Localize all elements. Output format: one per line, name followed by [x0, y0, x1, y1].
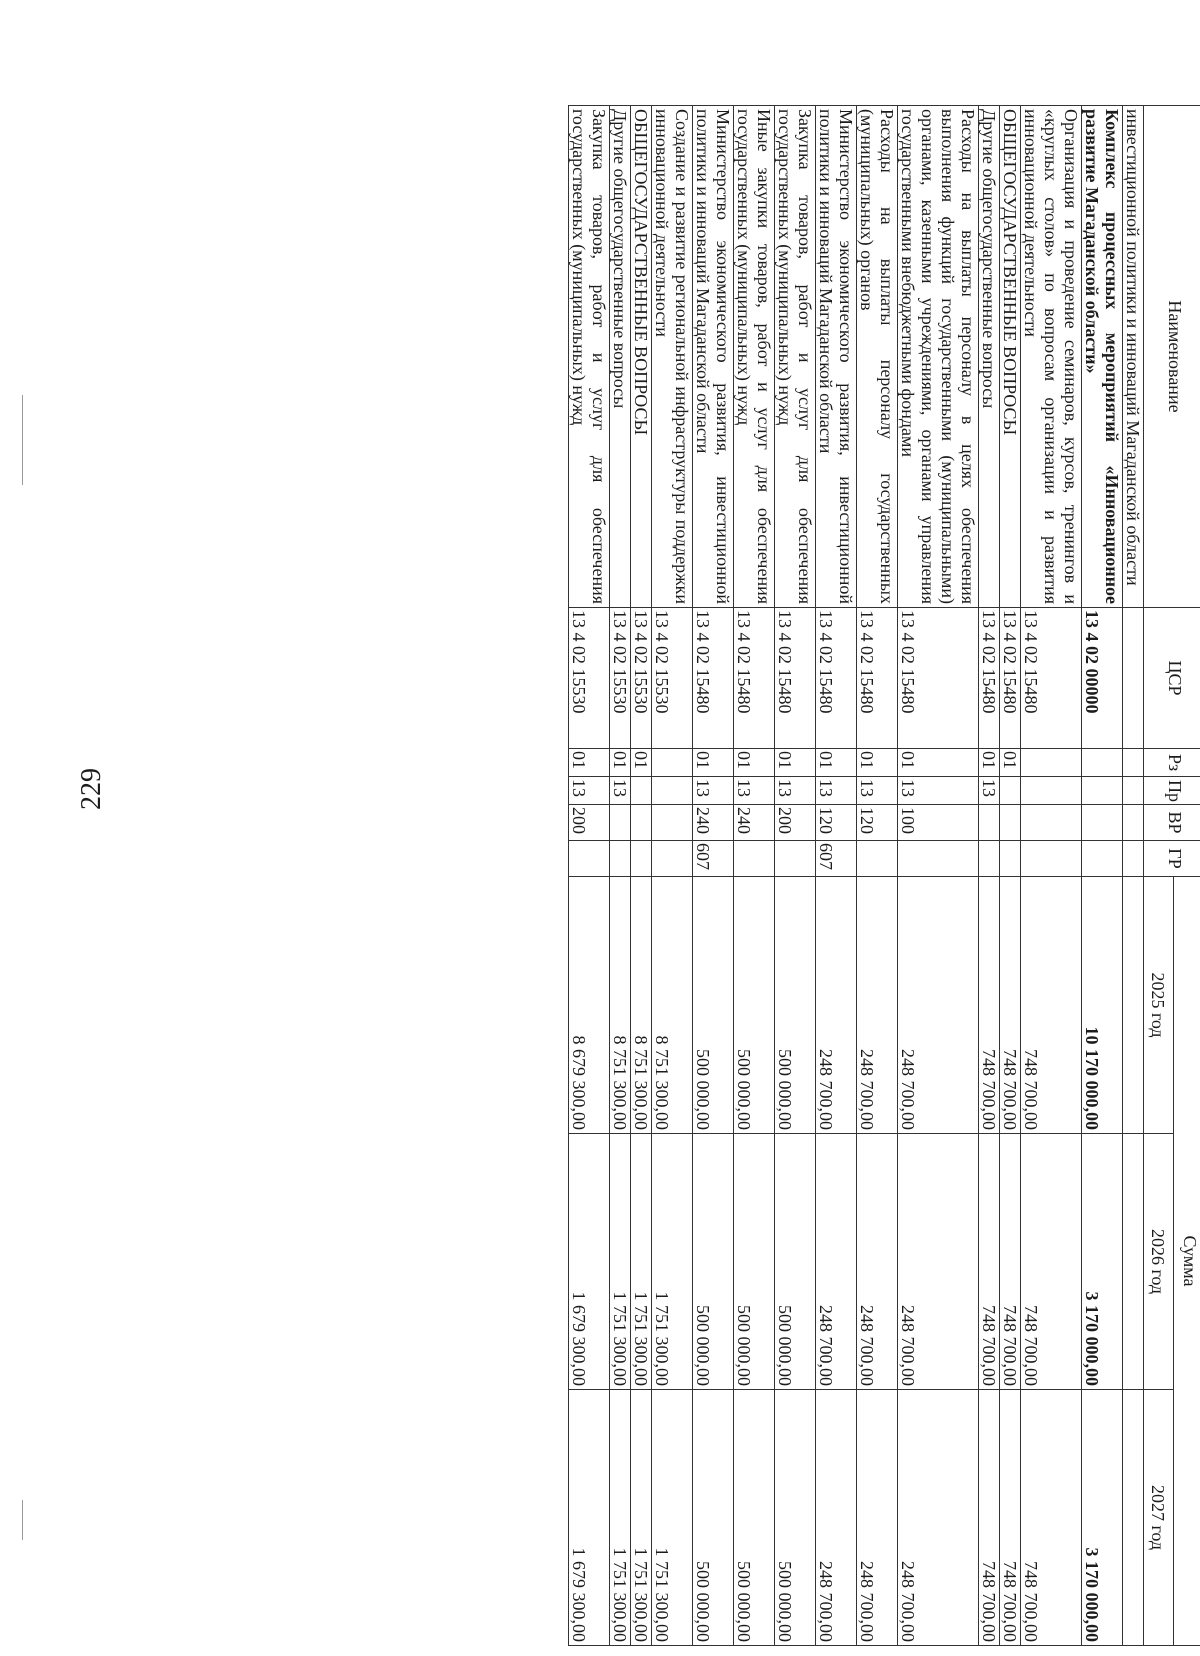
row-name: ОБЩЕГОСУДАРСТВЕННЫЕ ВОПРОСЫ: [631, 106, 652, 608]
row-rz: 01: [569, 749, 610, 777]
row-name: Министерство экономического развития, инвестиционной политики и инноваций Магаданской области: [816, 106, 857, 608]
row-name: Иные закупки товаров, работ и услуг для обеспечения государственных (муниципальных) нужд: [734, 106, 775, 608]
header-name: Наименование: [1144, 106, 1200, 608]
row-name: Другие общегосударственные вопросы: [979, 106, 1000, 608]
row-rz: 01: [857, 749, 898, 777]
row-pr: 13: [979, 777, 1000, 805]
header-year-2027: 2027 год: [1144, 1390, 1174, 1646]
row-gr: [1082, 841, 1123, 877]
row-vr: 120: [816, 805, 857, 841]
row-amount-2026: [1123, 1134, 1144, 1390]
row-pr: 13: [898, 777, 979, 805]
row-amount-2027: 1 751 300,00: [652, 1390, 693, 1646]
row-pr: [1082, 777, 1123, 805]
row-rz: 01: [775, 749, 816, 777]
row-amount-2027: 500 000,00: [734, 1390, 775, 1646]
table-row: [775, 106, 816, 1646]
row-amount-2025: 748 700,00: [979, 877, 1000, 1134]
row-csr: 13 4 02 15480: [1021, 608, 1082, 749]
table-row: [979, 106, 1000, 1646]
row-amount-2027: 748 700,00: [1021, 1390, 1082, 1646]
row-csr: [1123, 608, 1144, 749]
row-gr: [979, 841, 1000, 877]
row-rz: 01: [693, 749, 734, 777]
row-csr: 13 4 02 15530: [569, 608, 610, 749]
row-vr: 200: [569, 805, 610, 841]
row-amount-2027: 248 700,00: [898, 1390, 979, 1646]
table-row: [1082, 106, 1123, 1646]
row-rz: [1082, 749, 1123, 777]
row-amount-2027: 248 700,00: [857, 1390, 898, 1646]
row-amount-2025: 500 000,00: [693, 877, 734, 1134]
row-vr: 100: [898, 805, 979, 841]
row-csr: 13 4 02 15480: [734, 608, 775, 749]
row-csr: 13 4 02 00000: [1082, 608, 1123, 749]
row-rz: [1021, 749, 1082, 777]
row-gr: [1000, 841, 1021, 877]
row-name: Создание и развитие региональной инфраструктуры поддержки инновационной деятельности: [652, 106, 693, 608]
row-pr: [1000, 777, 1021, 805]
row-amount-2026: 500 000,00: [775, 1134, 816, 1390]
row-name: Комплекс процессных мероприятий «Инновационное развитие Магаданской области»: [1082, 106, 1123, 608]
row-gr: 607: [816, 841, 857, 877]
row-amount-2025: 248 700,00: [857, 877, 898, 1134]
row-amount-2027: 500 000,00: [775, 1390, 816, 1646]
row-amount-2025: 8 679 300,00: [569, 877, 610, 1134]
row-name: Закупка товаров, работ и услуг для обеспечения государственных (муниципальных) нужд: [775, 106, 816, 608]
row-amount-2026: 248 700,00: [816, 1134, 857, 1390]
table-row: [857, 106, 898, 1646]
row-pr: [1021, 777, 1082, 805]
row-vr: 200: [775, 805, 816, 841]
row-csr: 13 4 02 15530: [652, 608, 693, 749]
table-row: [1021, 106, 1082, 1646]
row-name: ОБЩЕГОСУДАРСТВЕННЫЕ ВОПРОСЫ: [1000, 106, 1021, 608]
row-vr: [1123, 805, 1144, 841]
row-gr: [610, 841, 631, 877]
row-vr: [610, 805, 631, 841]
row-amount-2025: 500 000,00: [734, 877, 775, 1134]
row-rz: [1123, 749, 1144, 777]
row-vr: [652, 805, 693, 841]
row-gr: 607: [693, 841, 734, 877]
row-amount-2025: 248 700,00: [898, 877, 979, 1134]
row-amount-2026: 248 700,00: [857, 1134, 898, 1390]
row-rz: 01: [979, 749, 1000, 777]
row-rz: 01: [610, 749, 631, 777]
row-csr: 13 4 02 15480: [775, 608, 816, 749]
row-csr: 13 4 02 15530: [610, 608, 631, 749]
row-rz: 01: [898, 749, 979, 777]
row-amount-2027: 248 700,00: [816, 1390, 857, 1646]
row-gr: [1021, 841, 1082, 877]
table-row: [898, 106, 979, 1646]
row-amount-2027: 748 700,00: [1000, 1390, 1021, 1646]
row-amount-2025: 8 751 300,00: [610, 877, 631, 1134]
scan-edge-mark: [22, 395, 23, 485]
row-vr: 240: [734, 805, 775, 841]
row-name: Расходы на выплаты персоналу в целях обеспечения выполнения функций государственными (муниципальными) органами, казенными учреждениями, органами управления государственными внебюджетными фондами: [898, 106, 979, 608]
header-vr: ВР: [1144, 805, 1200, 841]
header-year-2025: 2025 год: [1144, 877, 1174, 1134]
header-rz: Рз: [1144, 749, 1200, 777]
row-csr: 13 4 02 15480: [816, 608, 857, 749]
row-amount-2026: 3 170 000,00: [1082, 1134, 1123, 1390]
row-amount-2025: 8 751 300,00: [631, 877, 652, 1134]
row-amount-2027: 3 170 000,00: [1082, 1390, 1123, 1646]
row-pr: [652, 777, 693, 805]
row-pr: [631, 777, 652, 805]
row-amount-2026: 500 000,00: [734, 1134, 775, 1390]
row-rz: 01: [816, 749, 857, 777]
row-name: Расходы на выплаты персоналу государственных (муниципальных) органов: [857, 106, 898, 608]
row-pr: 13: [610, 777, 631, 805]
row-amount-2027: 1 751 300,00: [610, 1390, 631, 1646]
row-pr: 13: [569, 777, 610, 805]
row-amount-2026: 1 751 300,00: [610, 1134, 631, 1390]
row-vr: 240: [693, 805, 734, 841]
row-gr: [775, 841, 816, 877]
row-amount-2025: 8 751 300,00: [652, 877, 693, 1134]
row-gr: [898, 841, 979, 877]
row-gr: [569, 841, 610, 877]
table-row: [1123, 106, 1144, 1646]
table-row: [1000, 106, 1021, 1646]
budget-table-rotated: [568, 105, 1200, 1645]
row-amount-2026: 1 751 300,00: [631, 1134, 652, 1390]
row-pr: [1123, 777, 1144, 805]
row-pr: 13: [734, 777, 775, 805]
row-amount-2026: 248 700,00: [898, 1134, 979, 1390]
row-amount-2026: 748 700,00: [1021, 1134, 1082, 1390]
row-amount-2027: 1 679 300,00: [569, 1390, 610, 1646]
row-name: Другие общегосударственные вопросы: [610, 106, 631, 608]
row-gr: [1123, 841, 1144, 877]
row-amount-2027: 500 000,00: [693, 1390, 734, 1646]
row-csr: 13 4 02 15480: [693, 608, 734, 749]
row-name: инвестиционной политики и инноваций Магаданской области: [1123, 106, 1144, 608]
row-amount-2025: 248 700,00: [816, 877, 857, 1134]
row-amount-2025: 500 000,00: [775, 877, 816, 1134]
row-vr: [979, 805, 1000, 841]
row-amount-2025: [1123, 877, 1144, 1134]
row-pr: 13: [775, 777, 816, 805]
row-pr: 13: [816, 777, 857, 805]
row-vr: [631, 805, 652, 841]
row-gr: [631, 841, 652, 877]
row-name: Закупка товаров, работ и услуг для обеспечения государственных (муниципальных) нужд: [569, 106, 610, 608]
row-csr: 13 4 02 15480: [857, 608, 898, 749]
row-amount-2026: 1 679 300,00: [569, 1134, 610, 1390]
row-rz: 01: [1000, 749, 1021, 777]
row-vr: [1021, 805, 1082, 841]
header-csr: ЦСР: [1144, 608, 1200, 749]
row-name: Организация и проведение семинаров, курсов, тренингов и «круглых столов» по вопросам организации и развития инновационной деятельности: [1021, 106, 1082, 608]
budget-table: [568, 105, 1200, 1646]
row-rz: 01: [734, 749, 775, 777]
row-vr: 120: [857, 805, 898, 841]
row-amount-2027: [1123, 1390, 1144, 1646]
row-amount-2027: 748 700,00: [979, 1390, 1000, 1646]
page-number: 229: [76, 768, 107, 810]
row-amount-2026: 500 000,00: [693, 1134, 734, 1390]
row-gr: [734, 841, 775, 877]
header-year-2026: 2026 год: [1144, 1134, 1174, 1390]
row-name: Министерство экономического развития, инвестиционной политики и инноваций Магаданской области: [693, 106, 734, 608]
table-body: [569, 106, 1144, 1646]
table-row: [652, 106, 693, 1646]
row-pr: 13: [693, 777, 734, 805]
header-pr: Пр: [1144, 777, 1200, 805]
table-row: [610, 106, 631, 1646]
scan-edge-mark: [22, 1500, 23, 1540]
row-csr: 13 4 02 15480: [898, 608, 979, 749]
row-amount-2025: 748 700,00: [1021, 877, 1082, 1134]
table-row: [816, 106, 857, 1646]
row-csr: 13 4 02 15530: [631, 608, 652, 749]
row-csr: 13 4 02 15480: [1000, 608, 1021, 749]
table-row: [569, 106, 610, 1646]
row-amount-2026: 748 700,00: [979, 1134, 1000, 1390]
row-pr: 13: [857, 777, 898, 805]
header-gr: ГР: [1144, 841, 1200, 877]
row-amount-2027: 1 751 300,00: [631, 1390, 652, 1646]
row-amount-2025: 748 700,00: [1000, 877, 1021, 1134]
table-row: [631, 106, 652, 1646]
header-sum: Сумма: [1174, 877, 1200, 1646]
row-amount-2026: 1 751 300,00: [652, 1134, 693, 1390]
row-rz: [652, 749, 693, 777]
table-row: [693, 106, 734, 1646]
row-vr: [1000, 805, 1021, 841]
row-rz: 01: [631, 749, 652, 777]
row-gr: [652, 841, 693, 877]
row-vr: [1082, 805, 1123, 841]
row-csr: 13 4 02 15480: [979, 608, 1000, 749]
row-gr: [857, 841, 898, 877]
row-amount-2025: 10 170 000,00: [1082, 877, 1123, 1134]
table-row: [734, 106, 775, 1646]
row-amount-2026: 748 700,00: [1000, 1134, 1021, 1390]
